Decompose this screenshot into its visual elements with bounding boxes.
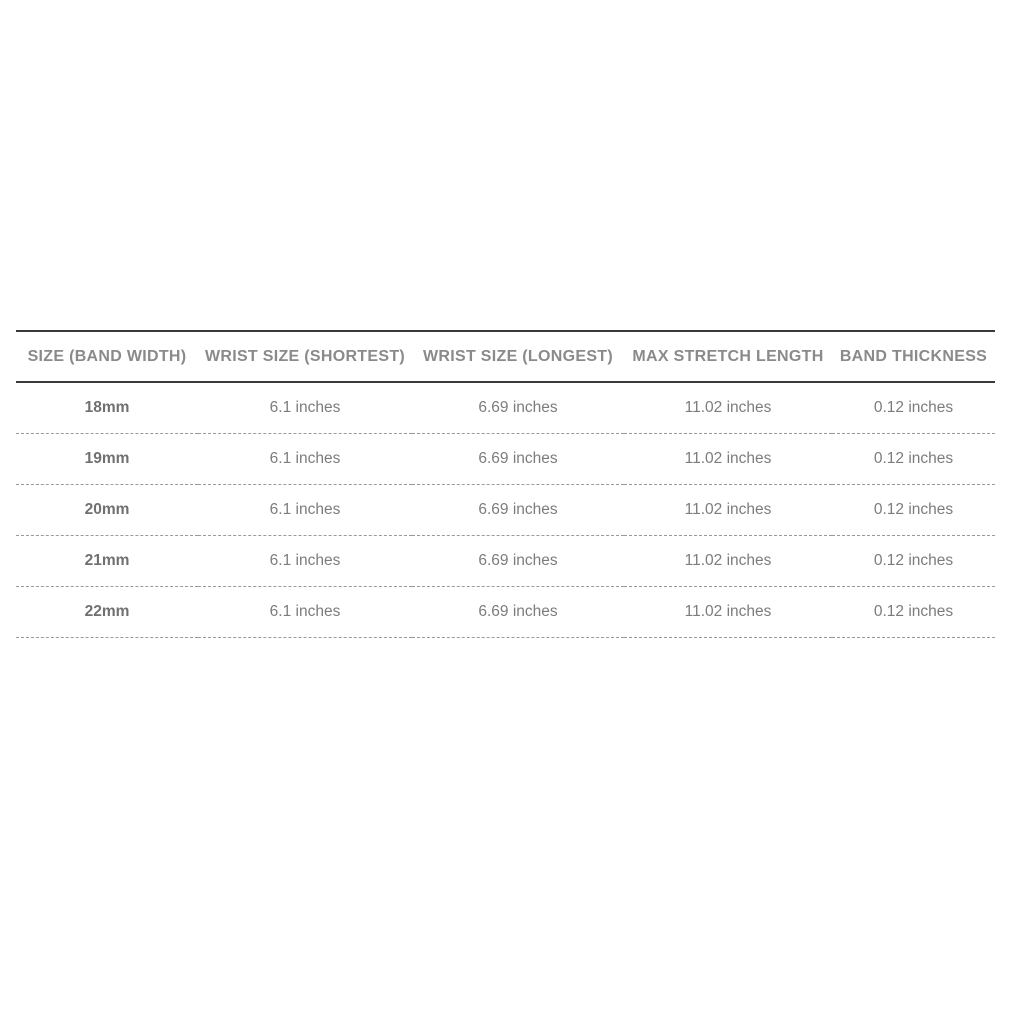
header-size-band-width: SIZE (BAND WIDTH) xyxy=(27,347,187,365)
wrist-shortest-cell: 6.1 inches xyxy=(269,450,341,467)
wrist-longest-cell: 6.69 inches xyxy=(478,603,558,620)
band-width-cell: 22mm xyxy=(84,603,130,620)
max-stretch-cell: 11.02 inches xyxy=(684,450,772,467)
wrist-shortest-cell: 6.1 inches xyxy=(269,603,341,620)
table-row xyxy=(16,434,995,485)
header-band-thickness: BAND THICKNESS xyxy=(839,347,988,365)
table-row xyxy=(16,485,995,536)
band-width-cell: 19mm xyxy=(84,450,130,467)
header-wrist-size-longest: WRIST SIZE (LONGEST) xyxy=(423,347,613,365)
thickness-cell: 0.12 inches xyxy=(873,603,954,620)
max-stretch-cell: 11.02 inches xyxy=(684,552,772,569)
wrist-longest-cell: 6.69 inches xyxy=(478,399,558,416)
table-row xyxy=(16,587,995,638)
wrist-shortest-cell: 6.1 inches xyxy=(269,399,341,416)
header-row xyxy=(16,331,995,382)
size-chart-table xyxy=(16,330,995,638)
header-wrist-size-shortest: WRIST SIZE (SHORTEST) xyxy=(204,347,406,365)
wrist-shortest-cell: 6.1 inches xyxy=(269,501,341,518)
band-width-cell: 21mm xyxy=(84,552,130,569)
table-header xyxy=(16,331,995,382)
wrist-longest-cell: 6.69 inches xyxy=(478,501,558,518)
wrist-shortest-cell: 6.1 inches xyxy=(269,552,341,569)
max-stretch-cell: 11.02 inches xyxy=(684,603,772,620)
max-stretch-cell: 11.02 inches xyxy=(684,501,772,518)
table-body xyxy=(16,382,995,638)
max-stretch-cell: 11.02 inches xyxy=(684,399,772,416)
band-width-cell: 18mm xyxy=(84,399,130,416)
thickness-cell: 0.12 inches xyxy=(873,450,954,467)
table-row xyxy=(16,382,995,434)
thickness-cell: 0.12 inches xyxy=(873,399,954,416)
thickness-cell: 0.12 inches xyxy=(873,501,954,518)
wrist-longest-cell: 6.69 inches xyxy=(478,450,558,467)
thickness-cell: 0.12 inches xyxy=(873,552,954,569)
table-row xyxy=(16,536,995,587)
header-max-stretch-length: MAX STRETCH LENGTH xyxy=(632,347,824,365)
wrist-longest-cell: 6.69 inches xyxy=(478,552,558,569)
band-width-cell: 20mm xyxy=(84,501,130,518)
